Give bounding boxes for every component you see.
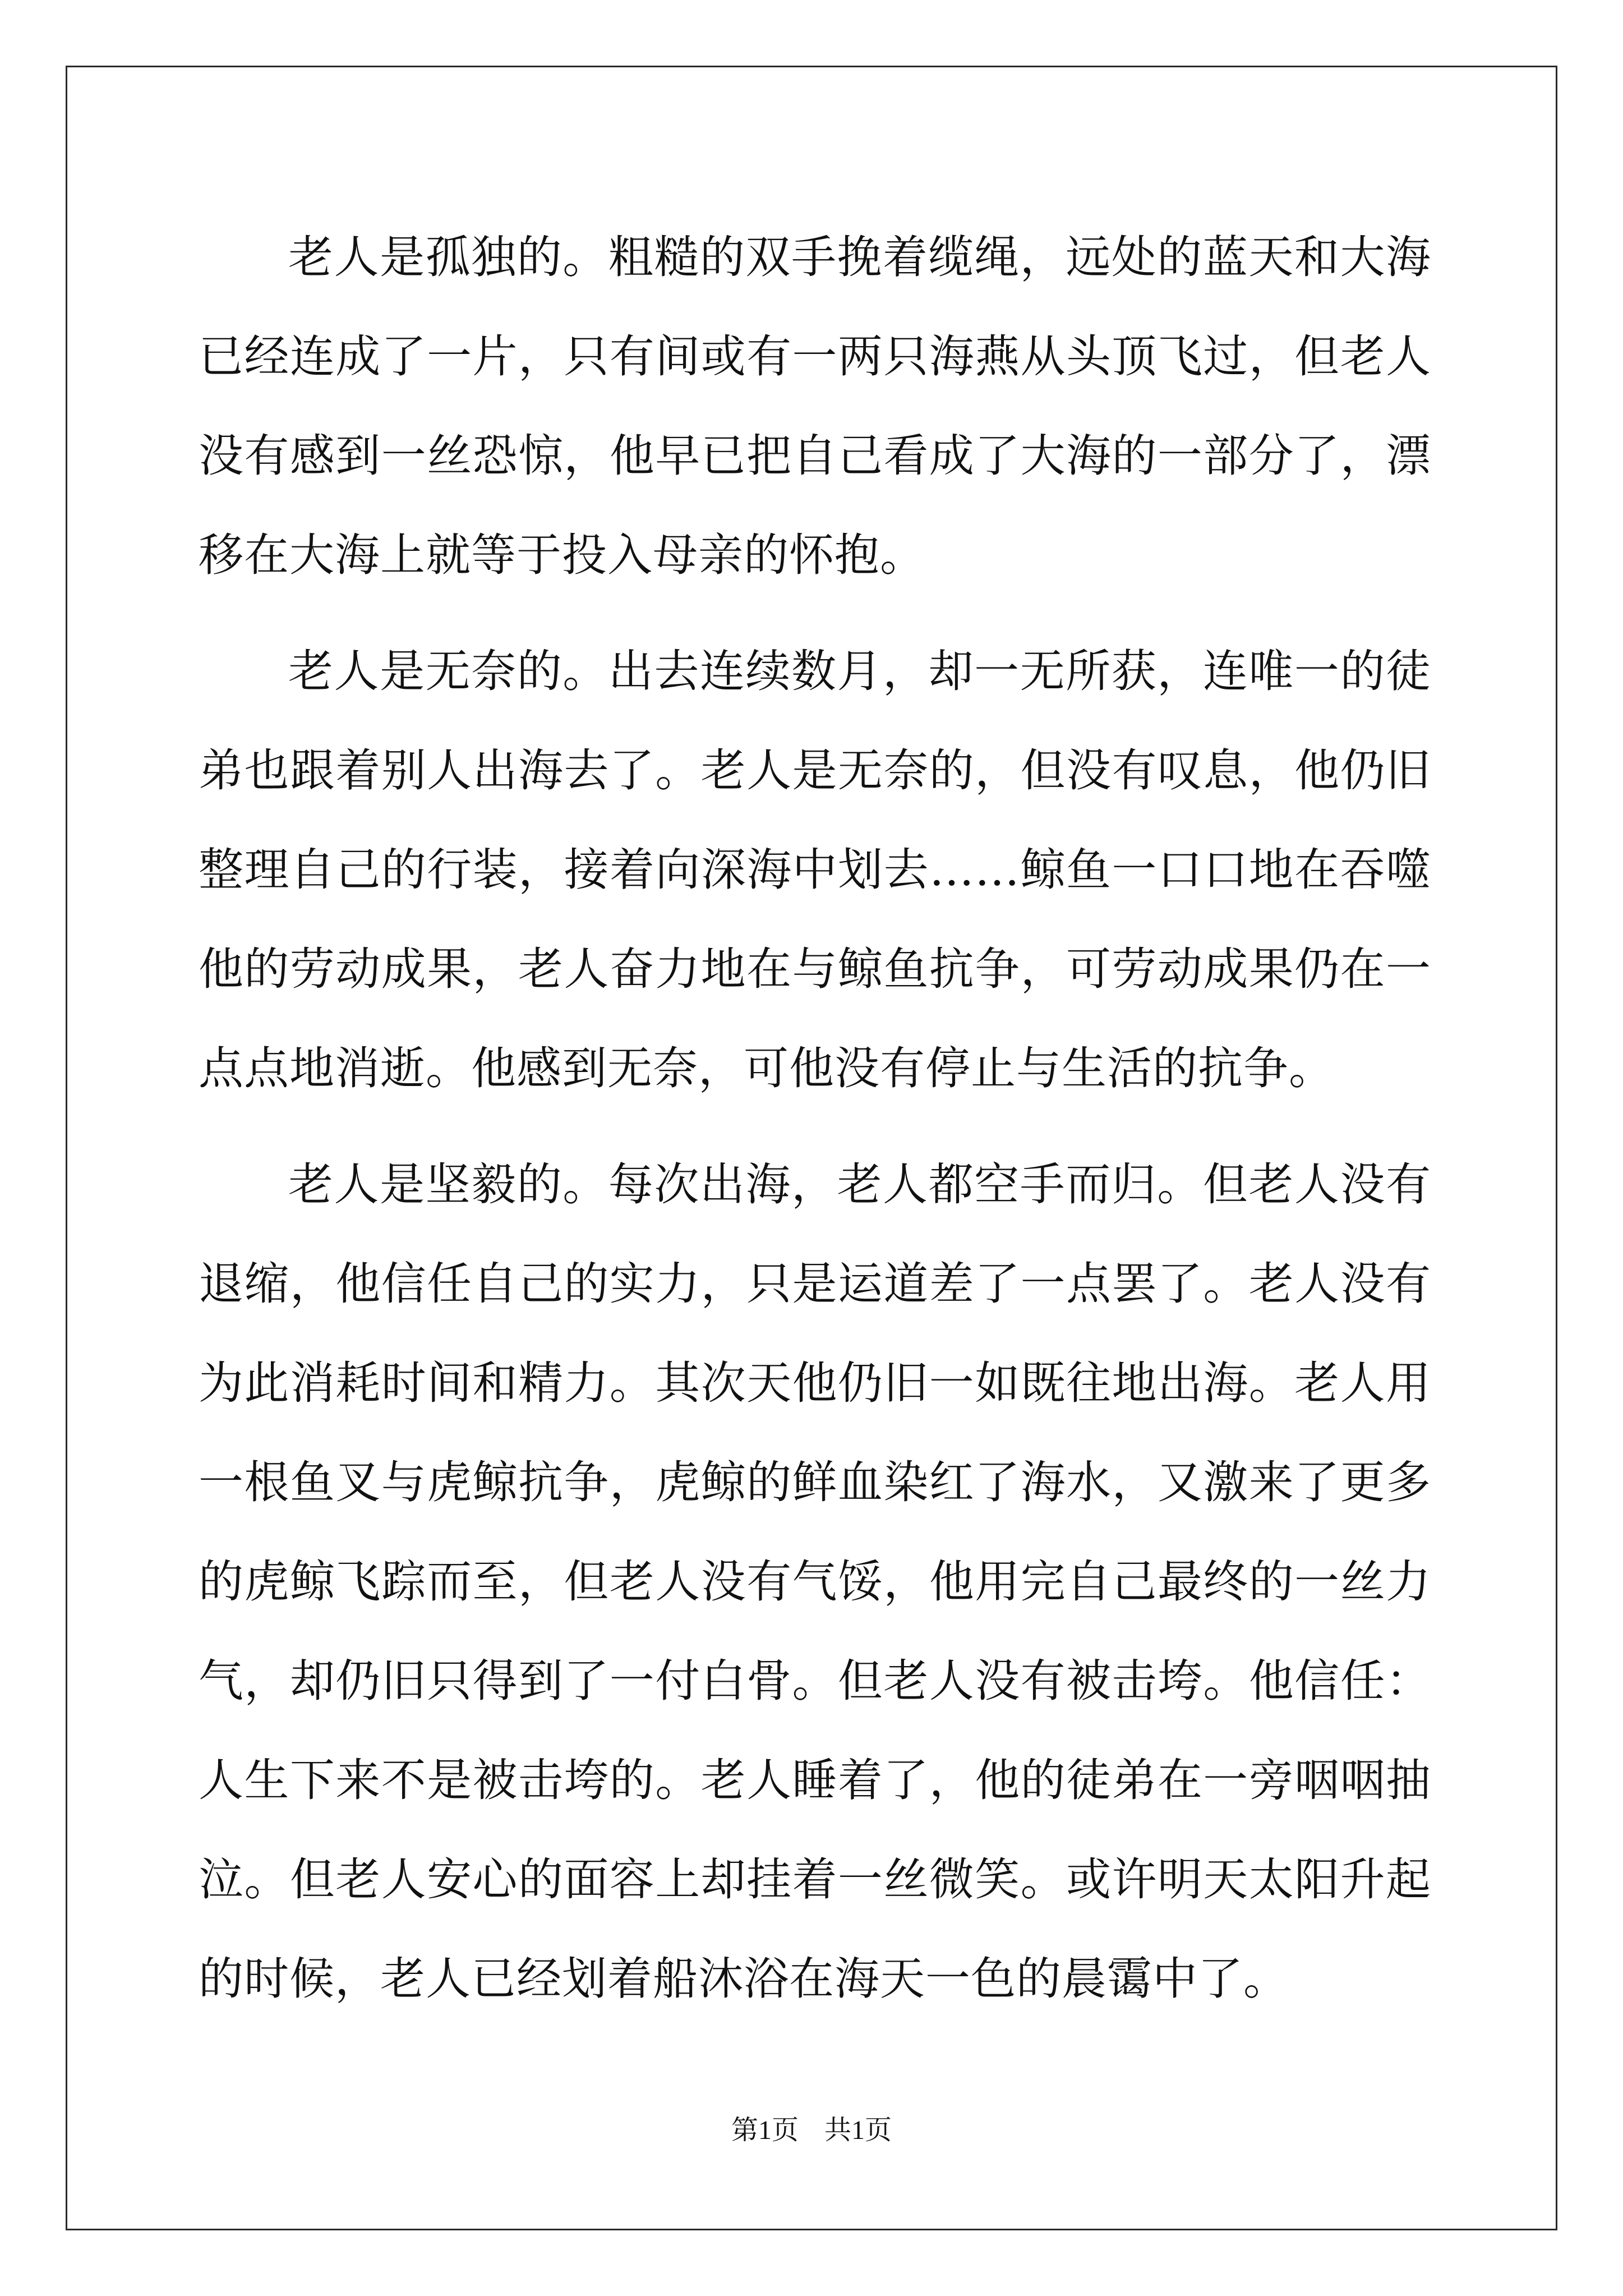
total-pages: 共1页 xyxy=(824,2115,892,2145)
page-number: 第1页 xyxy=(731,2115,799,2145)
paragraph-1: 老人是孤独的。粗糙的双手挽着缆绳，远处的蓝天和大海已经连成了一片，只有间或有一两只海燕从头顶飞过，但老人没有感到一丝恐惊，他早已把自己看成了大海的一部分了，漂移在大海上就等于投入母亲的怀抱。 xyxy=(199,231,1431,581)
paragraph-3: 老人是坚毅的。每次出海，老人都空手而归。但老人没有退缩，他信任自己的实力，只是运道差了一点罢了。老人没有为此消耗时间和精力。其次天他仍旧一如既往地出海。老人用一根鱼叉与虎鲸抗争，虎鲸的鲜血染红了海水，又激来了更多的虎鲸飞踪而至，但老人没有气馁，他用完自己最终的一丝力气，却仍旧只得到了一付白骨。但老人没有被击垮。他信任：人生下来不是被击垮的。老人睡着了，他的徒弟在一旁咽咽抽泣。但老人安心的面容上却挂着一丝微笑。或许明天太阳升起的时候，老人已经划着船沐浴在海天一色的晨霭中了。 xyxy=(199,1158,1431,2005)
document-body xyxy=(199,208,1431,2045)
page-footer xyxy=(0,2108,1623,2147)
paragraph-2: 老人是无奈的。出去连续数月，却一无所获，连唯一的徒弟也跟着别人出海去了。老人是无奈的，但没有叹息，他仍旧整理自己的行装，接着向深海中划去……鲸鱼一口口地在吞噬他的劳动成果，老人奋力地在与鲸鱼抗争，可劳动成果仍在一点点地消逝。他感到无奈，可他没有停止与生活的抗争。 xyxy=(199,645,1431,1094)
